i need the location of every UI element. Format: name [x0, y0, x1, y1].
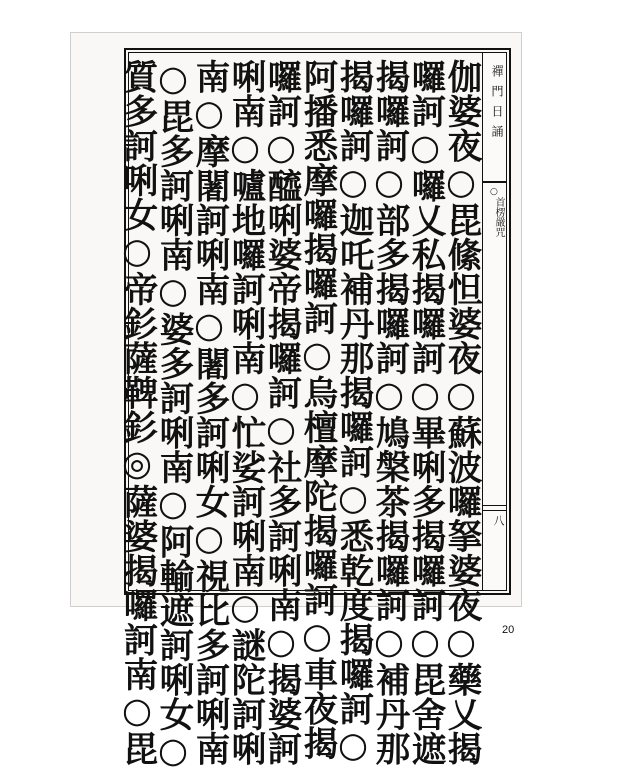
text-column-2: 囉訶○囉乂私揭囉訶○畢唎多揭囉訶○毘舍遮 — [405, 59, 445, 766]
section-mark: ○ — [490, 187, 498, 197]
text-column-5: 阿播悉摩囉揭囉訶○烏檀摩陀揭囉訶○車夜揭 — [297, 59, 337, 760]
page-number: 20 — [502, 624, 515, 636]
section-block — [483, 181, 506, 257]
text-column-10: 質多訶唎女○帝釤薩鞞釤◎薩婆揭囉訶南○毘 — [117, 59, 157, 766]
folio-number: 八 — [492, 515, 505, 534]
margin-strip — [482, 53, 506, 590]
text-column-8: 南○摩闍訶唎南○闍多訶唎女○視比多訶唎南 — [189, 59, 229, 766]
book-title: 禪門日誦 — [490, 65, 504, 145]
text-column-7: 唎南○嚧地囉訶唎南○忙娑訶唎南○謎陀訶唎 — [225, 59, 265, 766]
inner-border — [117, 52, 507, 771]
text-column-1: 伽婆夜○毘絛怛婆夜○蘇波囉拏婆夜○藥乂揭 — [441, 59, 481, 766]
text-column-4: 揭囉訶○迦吒補丹那揭囉訶○悉乾度揭囉訶○ — [333, 59, 373, 766]
fold-lines — [483, 505, 506, 511]
text-column-9: ○毘多訶唎南○婆多訶唎南○阿輸遮訶唎女○ — [153, 59, 193, 771]
section-title: 首楞嚴咒 — [493, 197, 504, 237]
text-columns — [117, 59, 481, 771]
text-column-3: 揭囉訶○部多揭囉訶○鳩槃茶揭囉訶○補丹那 — [369, 59, 409, 766]
text-column-6: 囉訶○醯唎婆帝揭囉訶○社多訶唎南○揭婆訶 — [261, 59, 301, 766]
